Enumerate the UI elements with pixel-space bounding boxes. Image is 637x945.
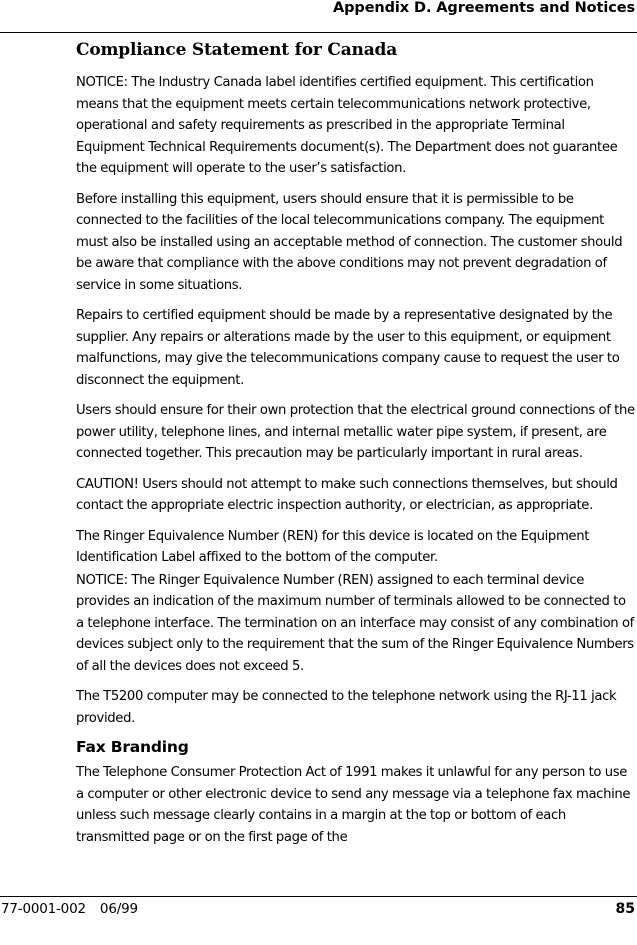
paragraph-fax-branding: The Telephone Consumer Protection Act of 1991 makes it unlawful for any person to use a computer or other electronic device to send any message via a telephone fax machine unless such message clearly contains in a margin at the top or bottom of each transmitted page or on the first page of the	[76, 765, 631, 845]
paragraph-electrical-ground: Users should ensure for their own protection that the electrical ground connections of the power utility, telephone lines, and internal metallic water pipe system, if present, are connected together. This precaution may be particularly important in rural areas.	[76, 403, 635, 461]
paragraph-repairs: Repairs to certified equipment should be made by a representative designated by the supplier. Any repairs or alterations made by the user to this equipment, or equipment malfunctions, may give the telecommunications company cause to request the user to disconnect the equipment.	[76, 308, 620, 388]
page-number: 85	[615, 901, 635, 917]
paragraph-ren-location: The Ringer Equivalence Number (REN) for this device is located on the Equipment Identification Label affixed to the bottom of the computer.	[76, 528, 590, 565]
paragraph-notice-industry-canada: NOTICE: The Industry Canada label identifies certified equipment. This certification means that the equipment meets certain telecommunications network protective, operational and safety requirements as prescribed in the appropriate Terminal Equipment Technical Requirements document(s). The Department does not guarantee the equipment will operate to the user’s satisfaction.	[76, 75, 618, 176]
paragraph-t5200: The T5200 computer may be connected to the telephone network using the RJ-11 jack provided.	[76, 689, 617, 726]
page-content	[76, 40, 635, 857]
header-title: Appendix D. Agreements and Notices	[333, 0, 635, 16]
paragraph-before-installing: Before installing this equipment, users should ensure that it is permissible to be connected to the facilities of the local telecommunications company. The equipment must also be installed using an acceptable method of connection. The customer should be aware that compliance with the above conditions may not prevent degradation of service in some situations.	[76, 191, 623, 293]
page-header	[0, 0, 637, 33]
paragraph-caution: CAUTION! Users should not attempt to make such connections themselves, but should contact the appropriate electric inspection authority, or electrician, as appropriate.	[76, 476, 618, 513]
document-number: 77-0001-002 06/99	[1, 901, 138, 917]
paragraph-notice-ren: NOTICE: The Ringer Equivalence Number (REN) assigned to each terminal device provides an indication of the maximum number of terminals allowed to be connected to a telephone interface. The termination on an interface may consist of any combination of devices subject only to the requirement that the sum of the Ringer Equivalence Numbers of all the devices does not exceed 5.	[76, 572, 634, 674]
page-footer	[0, 896, 637, 945]
section-title: Compliance Statement for Canada	[76, 40, 398, 60]
fax-branding-title: Fax Branding	[76, 738, 189, 756]
